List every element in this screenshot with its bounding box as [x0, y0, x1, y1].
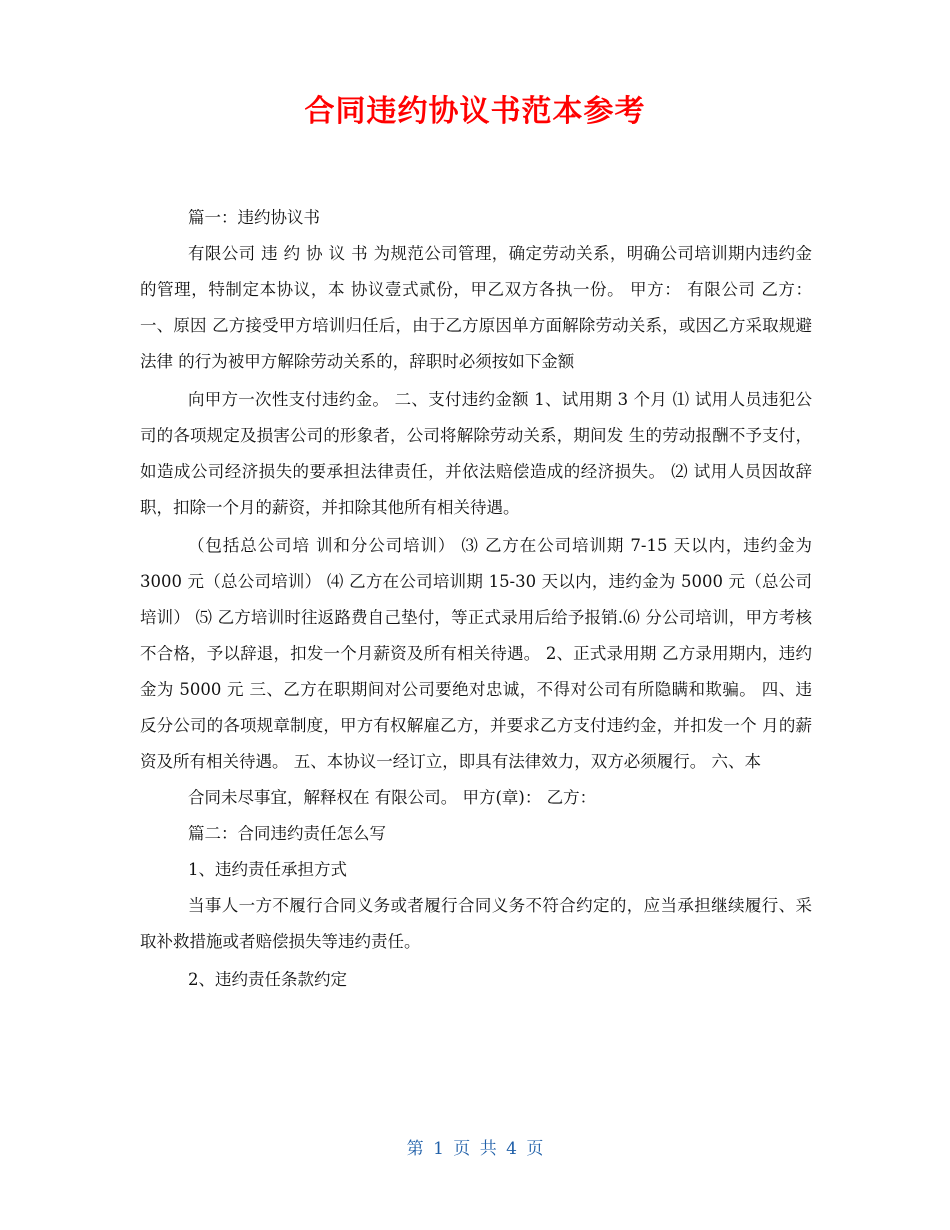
- paragraph: 当事人一方不履行合同义务或者履行合同义务不符合约定的，应当承担继续履行、采取补救措施或者赔偿损失等违约责任。: [140, 896, 812, 951]
- document-title: 合同违约协议书范本参考: [304, 94, 646, 129]
- subheading: 1、违约责任承担方式: [188, 860, 347, 879]
- section-heading-1: 篇一：违约协议书: [188, 208, 320, 227]
- section-heading-2: 篇二：合同违约责任怎么写: [188, 824, 386, 843]
- page-number-footer: 第 1 页 共 4 页: [406, 1139, 544, 1159]
- document-body: [140, 200, 812, 998]
- subheading: 2、违约责任条款约定: [188, 970, 347, 989]
- paragraph: （包括总公司培 训和分公司培训） ⑶ 乙方在公司培训期 7-15 天以内，违约金为 3000 元（总公司培训） ⑷ 乙方在公司培训期 15-30 天以内，违约金为 5000 元（总公司培训） ⑸ 乙方培训时往返路费自己垫付，等正式录用后给予报销.⑹ 分公司培训，甲方考核不合格，予以辞退，扣发一个月薪资及所有相关待遇。 2、正式录用期 乙方录用期内，违约金为 5000 元 三、乙方在职期间对公司要绝对忠诚，不得对公司有所隐瞒和欺骗。 四、违反分公司的各项规章制度，甲方有权解雇乙方，并要求乙方支付违约金，并扣发一个 月的薪资及所有相关待遇。 五、本协议一经订立，即具有法律效力，双方必须履行。 六、本: [140, 536, 812, 771]
- paragraph: 有限公司 违 约 协 议 书 为规范公司管理，确定劳动关系，明确公司培训期内违约金的管理，特制定本协议，本 协议壹式贰份，甲乙双方各执一份。 甲方： 有限公司 乙方： 一、原因 乙方接受甲方培训归任后，由于乙方原因单方面解除劳动关系，或因乙方采取规避法律 的行为被甲方解除劳动关系的，辞职时必须按如下金额: [140, 244, 812, 371]
- paragraph: 向甲方一次性支付违约金。 二、支付违约金额 1、试用期 3 个月 ⑴ 试用人员违犯公司的各项规定及损害公司的形象者，公司将解除劳动关系，期间发 生的劳动报酬不予支付，如造成公司经济损失的要承担法律责任，并依法赔偿造成的经济损失。 ⑵ 试用人员因故辞职，扣除一个月的薪资，并扣除其他所有相关待遇。: [140, 390, 812, 517]
- paragraph: 合同未尽事宜，解释权在 有限公司。 甲方(章)： 乙方：: [188, 788, 597, 807]
